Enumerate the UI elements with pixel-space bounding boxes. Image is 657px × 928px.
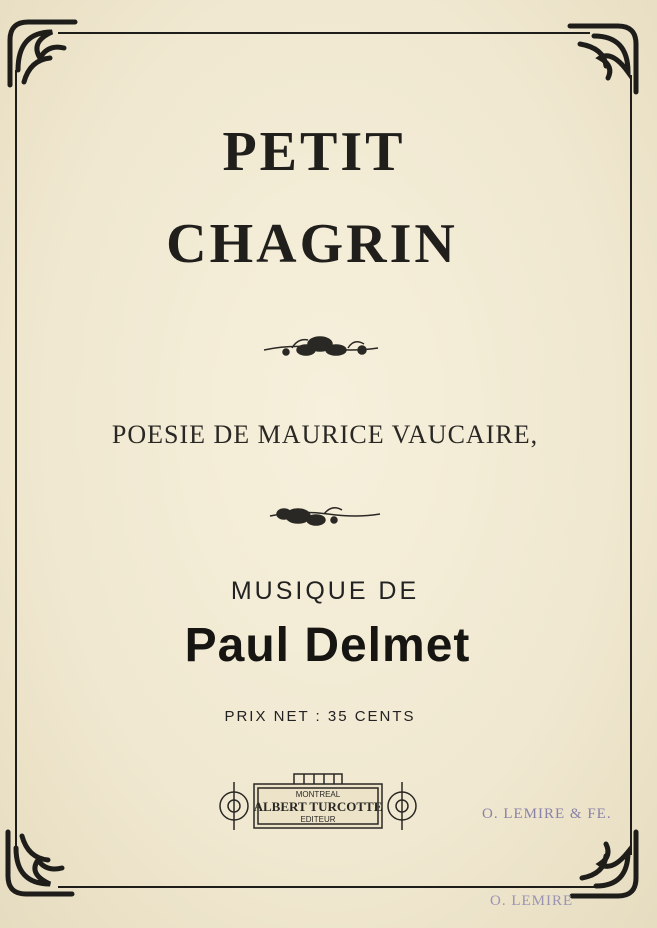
poet-credit: POESIE DE MAURICE VAUCAIRE, [111, 420, 539, 449]
publisher-name: ALBERT TURCOTTE [253, 799, 383, 814]
title-line-2: CHAGRIN [166, 213, 458, 275]
title-line-1: PETIT [222, 121, 406, 183]
corner-ornament-top-left [10, 22, 75, 85]
dealer-stamp: O. LEMIRE & FE. [482, 806, 612, 822]
publisher-role: EDITEUR [300, 815, 336, 824]
corner-ornament-top-right [570, 26, 636, 92]
price-label: PRIX NET : 35 CENTS [224, 708, 416, 725]
corner-ornament-bottom-left [8, 832, 72, 894]
floral-ornament-bottom [268, 500, 382, 534]
publisher-emblem [210, 770, 426, 838]
dealer-stamp-faded: O. LEMIRE [490, 893, 574, 909]
composer-name: Paul Delmet [184, 619, 471, 672]
floral-ornament-top [262, 330, 380, 366]
publisher-city: MONTREAL [295, 790, 341, 799]
music-label: MUSIQUE DE [230, 577, 420, 605]
